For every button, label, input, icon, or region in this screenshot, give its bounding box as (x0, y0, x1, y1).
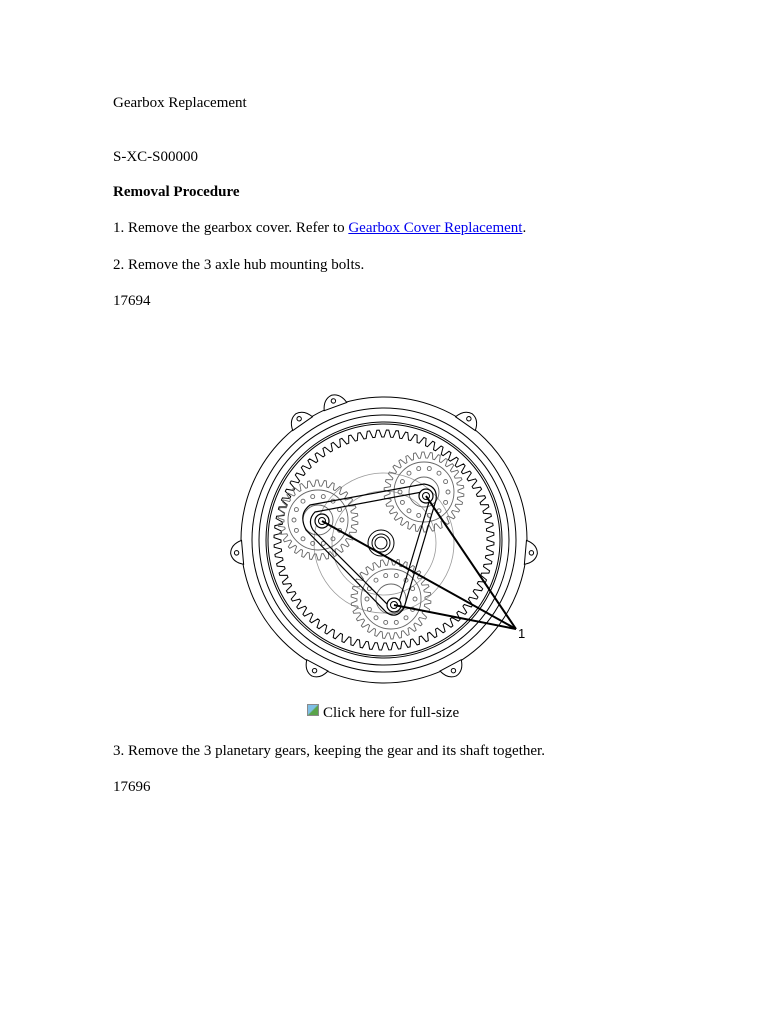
section-heading: Removal Procedure (113, 184, 240, 200)
callout-number: 1 (518, 626, 526, 641)
step-1-text: 1. Remove the gearbox cover. Refer to (113, 220, 349, 236)
figure-2-id: 17696 (113, 779, 151, 795)
step-1 (113, 219, 526, 237)
full-size-link[interactable] (307, 704, 459, 722)
gearbox-diagram (226, 380, 542, 696)
step-2: 2. Remove the 3 axle hub mounting bolts. (113, 257, 365, 273)
figure-1-id: 17694 (113, 293, 151, 309)
image-icon (307, 704, 319, 716)
page-title: Gearbox Replacement (113, 95, 247, 111)
gearbox-cover-replacement-link[interactable]: Gearbox Cover Replacement (348, 220, 523, 236)
document-code: S-XC-S00000 (113, 149, 199, 165)
step-3: 3. Remove the 3 planetary gears, keeping the gear and its shaft together. (113, 743, 545, 759)
full-size-label[interactable]: Click here for full-size (323, 705, 460, 721)
step-1-end: . (522, 220, 527, 236)
